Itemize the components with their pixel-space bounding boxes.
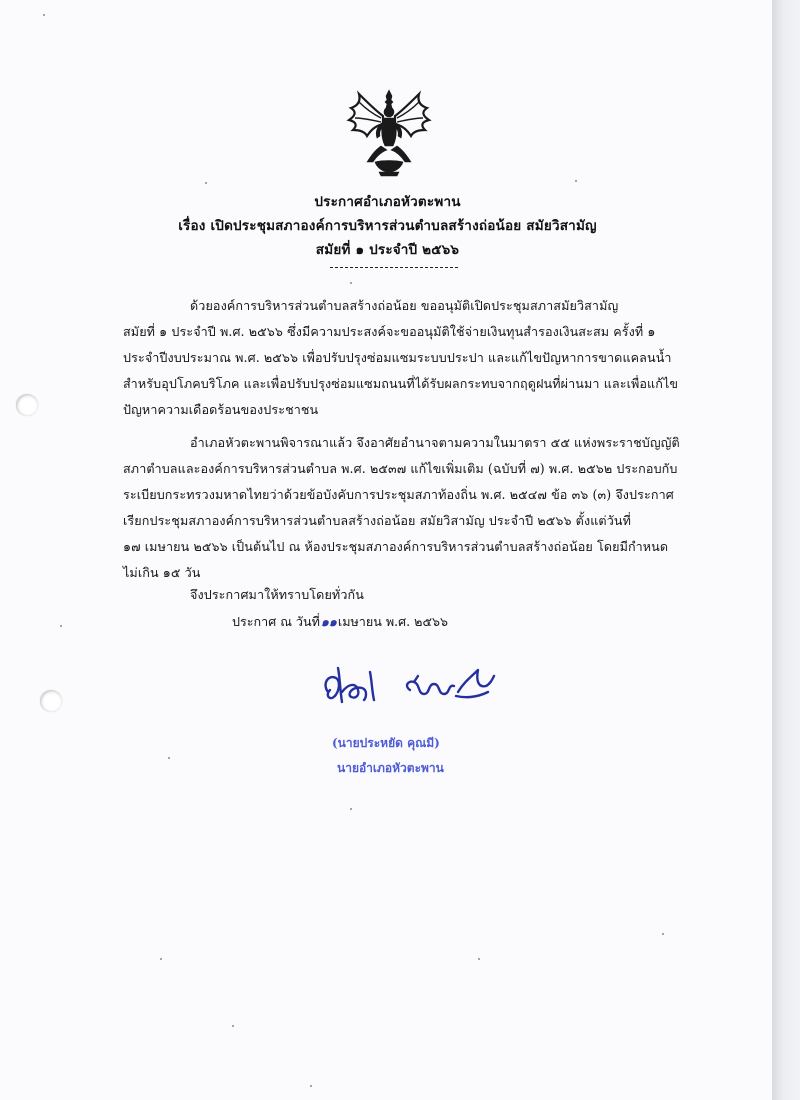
scan-speck bbox=[478, 958, 480, 960]
scan-speck bbox=[662, 933, 664, 935]
announcement-date bbox=[232, 612, 448, 632]
paragraph1-line: ประจำปีงบประมาณ พ.ศ. ๒๕๖๖ เพื่อปรับปรุงซ่อมแซมระบบประปา และแก้ไขปัญหาการขาดแคลนน้ำ bbox=[123, 350, 672, 365]
date-day-handwritten: ๑๑ bbox=[320, 614, 337, 629]
handwritten-signature bbox=[318, 662, 498, 710]
paragraph2-line: เรียกประชุมสภาองค์การบริหารส่วนตำบลสร้างถ่อน้อย สมัยวิสามัญ ประจำปี ๒๕๖๖ ตั้งแต่วันที่ bbox=[123, 513, 631, 528]
scan-speck bbox=[350, 808, 352, 810]
punch-hole bbox=[16, 394, 38, 416]
scan-speck bbox=[350, 282, 352, 284]
paragraph2-line: ๑๗ เมษายน ๒๕๖๖ เป็นต้นไป ณ ห้องประชุมสภาองค์การบริหารส่วนตำบลสร้างถ่อน้อย โดยมีกำหนด bbox=[123, 539, 669, 554]
announcement-subject: เรื่อง เปิดประชุมสภาองค์การบริหารส่วนตำบลสร้างถ่อน้อย สมัยวิสามัญ bbox=[178, 218, 597, 234]
paragraph2-line: อำเภอหัวตะพานพิจารณาแล้ว จึงอาศัยอำนาจตามความในมาตรา ๕๕ แห่งพระราชบัญญัติ bbox=[190, 435, 680, 450]
scan-speck bbox=[310, 1085, 312, 1087]
announcement-title: ประกาศอำเภอหัวตะพาน bbox=[314, 194, 461, 210]
scan-speck bbox=[575, 180, 577, 182]
paragraph1-line: สำหรับอุปโภคบริโภค และเพื่อปรับปรุงซ่อมแซมถนนที่ได้รับผลกระทบจากฤดูฝนที่ผ่านมา และเพื่อแก้ไข bbox=[123, 376, 679, 391]
closing-statement: จึงประกาศมาให้ทราบโดยทั่วกัน bbox=[190, 587, 364, 602]
scan-speck bbox=[168, 757, 170, 759]
paragraph1-line: ด้วยองค์การบริหารส่วนตำบลสร้างถ่อน้อย ขออนุมัติเปิดประชุมสภาสมัยวิสามัญ bbox=[190, 298, 619, 313]
paragraph2-line: ไม่เกิน ๑๕ วัน bbox=[123, 565, 201, 580]
punch-hole bbox=[40, 690, 62, 712]
scan-speck bbox=[43, 14, 45, 16]
date-prefix: ประกาศ ณ วันที่ bbox=[232, 614, 320, 629]
date-suffix: เมษายน พ.ศ. ๒๕๖๖ bbox=[337, 614, 448, 629]
signatory-name: (นายประหยัด คุณมี) bbox=[332, 736, 440, 750]
scan-speck bbox=[160, 958, 162, 960]
signatory-title: นายอำเภอหัวตะพาน bbox=[337, 761, 444, 775]
scan-speck bbox=[60, 625, 62, 627]
scan-speck bbox=[205, 182, 207, 184]
page-edge-shadow bbox=[772, 0, 800, 1100]
scan-speck bbox=[232, 1025, 234, 1027]
announcement-session: สมัยที่ ๑ ประจำปี ๒๕๖๖ bbox=[315, 242, 460, 258]
paragraph1-line: ปัญหาความเดือดร้อนของประชาชน bbox=[123, 402, 319, 417]
header-separator bbox=[330, 267, 458, 268]
paragraph2-line: ระเบียบกระทรวงมหาดไทยว่าด้วยข้อบังคับการประชุมสภาท้องถิ่น พ.ศ. ๒๕๔๗ ข้อ ๓๖ (๓) จึงประกาศ bbox=[123, 487, 674, 502]
paragraph2-line: สภาตำบลและองค์การบริหารส่วนตำบล พ.ศ. ๒๕๓๗ แก้ไขเพิ่มเติม (ฉบับที่ ๗) พ.ศ. ๒๕๖๒ ประกอบกับ bbox=[123, 461, 678, 476]
paragraph1-line: สมัยที่ ๑ ประจำปี พ.ศ. ๒๕๖๖ ซึ่งมีความประสงค์จะขออนุมัติใช้จ่ายเงินทุนสำรองเงินสะสม ครั้งที่ ๑ bbox=[123, 324, 656, 339]
garuda-emblem-icon bbox=[345, 88, 433, 178]
